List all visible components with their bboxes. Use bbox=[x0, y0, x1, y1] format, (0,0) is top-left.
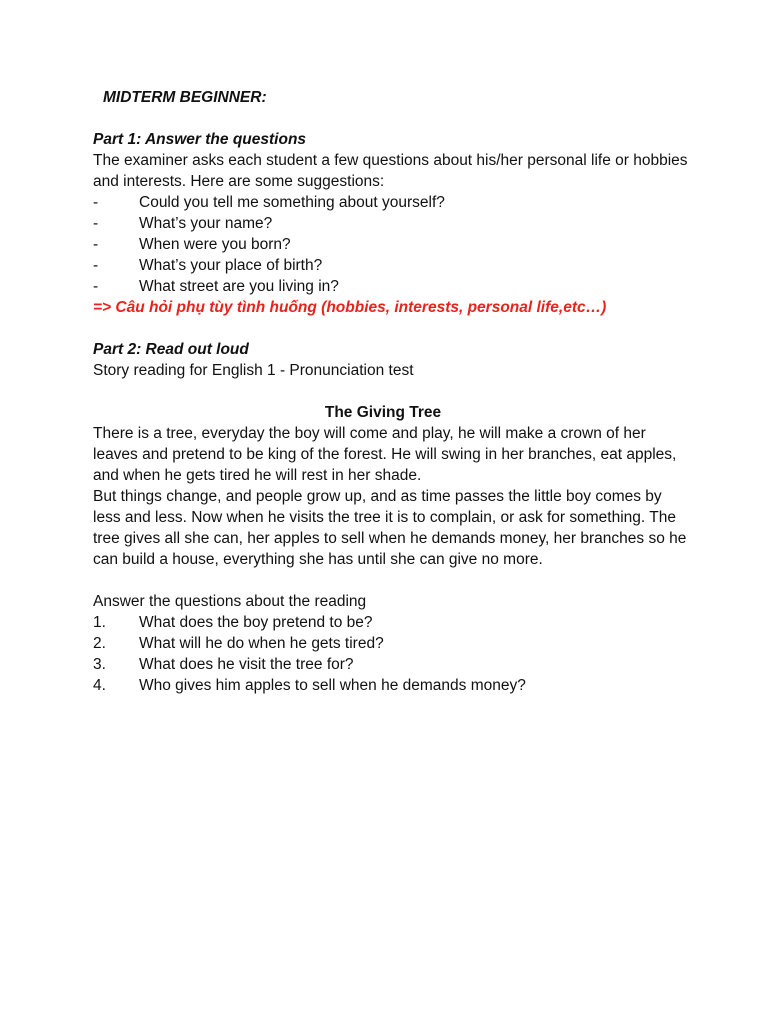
list-item bbox=[93, 633, 693, 654]
list-item bbox=[93, 255, 693, 276]
list-item bbox=[93, 213, 693, 234]
question-text: What’s your place of birth? bbox=[139, 257, 323, 274]
list-marker: - bbox=[93, 215, 99, 232]
question-text: When were you born? bbox=[139, 236, 291, 253]
list-marker: - bbox=[93, 194, 99, 211]
list-item bbox=[93, 192, 693, 213]
list-item bbox=[93, 612, 693, 633]
question-text: What does the boy pretend to be? bbox=[139, 614, 373, 631]
spacer bbox=[93, 570, 693, 591]
list-marker: - bbox=[93, 278, 99, 295]
question-text: What will he do when he gets tired? bbox=[139, 635, 384, 652]
story-paragraph-1: There is a tree, everyday the boy will come and play, he will make a crown of her leaves and pretend to be king of the forest. He will swing in her branches, eat apples, and when he gets tired he will rest in her shade. bbox=[93, 425, 677, 484]
spacer bbox=[93, 381, 693, 402]
spacer bbox=[93, 108, 693, 129]
part2-subtitle: Story reading for English 1 - Pronunciation test bbox=[93, 362, 414, 379]
reading-question-list bbox=[93, 612, 693, 696]
list-marker: 2. bbox=[93, 635, 106, 652]
question-text: What does he visit the tree for? bbox=[139, 656, 354, 673]
part1-intro: The examiner asks each student a few questions about his/her personal life or hobbies and interests. Here are some suggestions: bbox=[93, 152, 688, 190]
list-marker: 3. bbox=[93, 656, 106, 673]
question-text: Could you tell me something about yourself? bbox=[139, 194, 445, 211]
list-item bbox=[93, 276, 693, 297]
part1-note: => Câu hỏi phụ tùy tình huống (hobbies, interests, personal life,etc…) bbox=[93, 299, 607, 316]
list-item bbox=[93, 654, 693, 675]
list-marker: 1. bbox=[93, 614, 106, 631]
spacer bbox=[93, 318, 693, 339]
part1-question-list bbox=[93, 192, 693, 297]
list-marker: - bbox=[93, 236, 99, 253]
part1-heading: Part 1: Answer the questions bbox=[93, 131, 307, 148]
question-text: Who gives him apples to sell when he demands money? bbox=[139, 677, 526, 694]
list-marker: - bbox=[93, 257, 99, 274]
document-title: MIDTERM BEGINNER: bbox=[103, 89, 267, 106]
list-item bbox=[93, 234, 693, 255]
question-text: What’s your name? bbox=[139, 215, 273, 232]
story-paragraph-2: But things change, and people grow up, and as time passes the little boy comes by less and less. Now when he visits the tree it is to complain, or ask for something. The tree gives all she can, her apples to sell when he demands money, her branches so he can build a house, everything she has until she can give no more. bbox=[93, 488, 687, 568]
list-marker: 4. bbox=[93, 677, 106, 694]
question-text: What street are you living in? bbox=[139, 278, 339, 295]
part2-heading: Part 2: Read out loud bbox=[93, 341, 249, 358]
document-page bbox=[93, 87, 693, 696]
reading-questions-intro: Answer the questions about the reading bbox=[93, 593, 367, 610]
story-title: The Giving Tree bbox=[324, 404, 442, 421]
list-item bbox=[93, 675, 693, 696]
